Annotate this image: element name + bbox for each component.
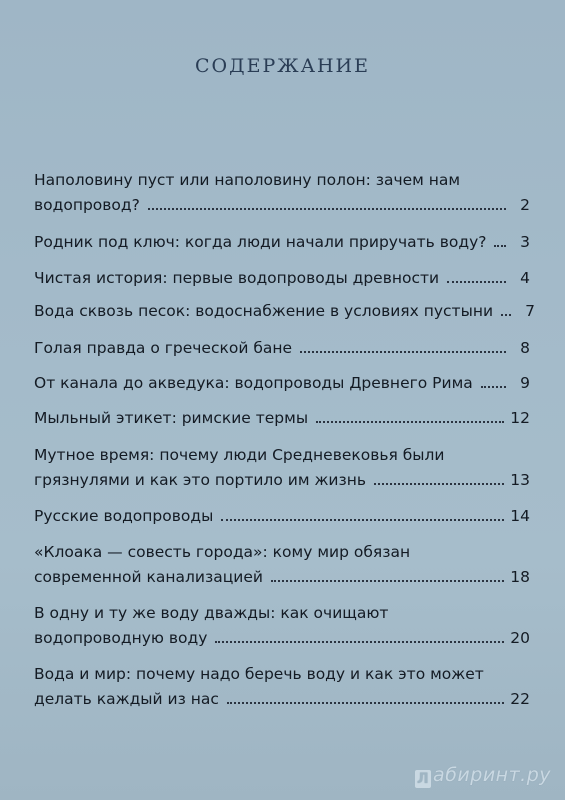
toc-entry <box>34 299 536 324</box>
toc-entry <box>34 230 530 255</box>
page-number: 18 <box>510 568 530 586</box>
page-number: 2 <box>520 196 530 214</box>
dot-leader <box>148 208 506 210</box>
toc-entry-line: Вода сквозь песок: водоснабжение в условиях пустыни <box>34 302 494 320</box>
watermark-text: абиринт.ру <box>433 764 551 786</box>
page-number: 7 <box>525 302 536 320</box>
toc-entry <box>34 443 530 493</box>
labirint-logo-icon: Л <box>416 771 430 787</box>
toc-entry-line: От канала до акведука: водопроводы Древнего Рима <box>34 374 473 392</box>
toc-entry-line: «Клоака — совесть города»: кому мир обязан <box>34 543 411 561</box>
page-number: 4 <box>520 269 530 287</box>
toc-entry <box>34 662 530 712</box>
page-number: 14 <box>510 507 530 525</box>
page-number: 8 <box>520 339 530 357</box>
toc-entry-line: Наполовину пуст или наполовину полон: зачем нам <box>34 171 461 189</box>
page-title: содержание <box>195 48 370 79</box>
toc-entry-line: Чистая история: первые водопроводы древности <box>34 269 440 287</box>
toc-entry <box>34 266 530 291</box>
labirint-watermark <box>415 764 551 788</box>
page-number: 20 <box>510 629 530 647</box>
toc-entry <box>34 406 530 431</box>
dot-leader <box>374 483 504 485</box>
toc-entry-line: делать каждый из нас <box>34 690 219 708</box>
toc-entry <box>34 371 530 396</box>
toc-entry <box>34 168 530 218</box>
page-number: 12 <box>510 409 530 427</box>
toc-entry <box>34 504 530 529</box>
toc-entry-line: водопроводную воду <box>34 629 208 647</box>
dot-leader <box>221 519 504 521</box>
toc-entry-line: Родник под ключ: когда люди начали приручать воду? <box>34 233 487 251</box>
dot-leader <box>227 702 504 704</box>
dot-leader <box>501 314 511 316</box>
toc-entry-line: современной канализацией <box>34 568 263 586</box>
dot-leader <box>481 386 506 388</box>
dot-leader <box>215 641 504 643</box>
page-number: 13 <box>510 471 530 489</box>
dot-leader <box>271 580 504 582</box>
dot-leader <box>316 421 504 423</box>
toc-entry-line: Мыльный этикет: римские термы <box>34 409 309 427</box>
toc-entry-line: Голая правда о греческой бане <box>34 339 293 357</box>
page-number: 22 <box>510 690 530 708</box>
toc-entry <box>34 601 530 651</box>
toc-entry-line: Русские водопроводы <box>34 507 214 525</box>
dot-leader <box>300 351 506 353</box>
toc-entry-line: В одну и ту же воду дважды: как очищают <box>34 604 389 622</box>
toc-entry-line: водопровод? <box>34 196 140 214</box>
toc-entry <box>34 540 530 590</box>
toc-entry-line: грязнулями и как это портило им жизнь <box>34 471 366 489</box>
dot-leader <box>447 281 506 283</box>
toc-entry-line: Мутное время: почему люди Средневековья были <box>34 446 445 464</box>
toc-entry-line: Вода и мир: почему надо беречь воду и как это может <box>34 665 484 683</box>
page-number: 3 <box>520 233 530 251</box>
toc-entry <box>34 336 530 361</box>
dot-leader <box>494 245 506 247</box>
page-number: 9 <box>520 374 530 392</box>
